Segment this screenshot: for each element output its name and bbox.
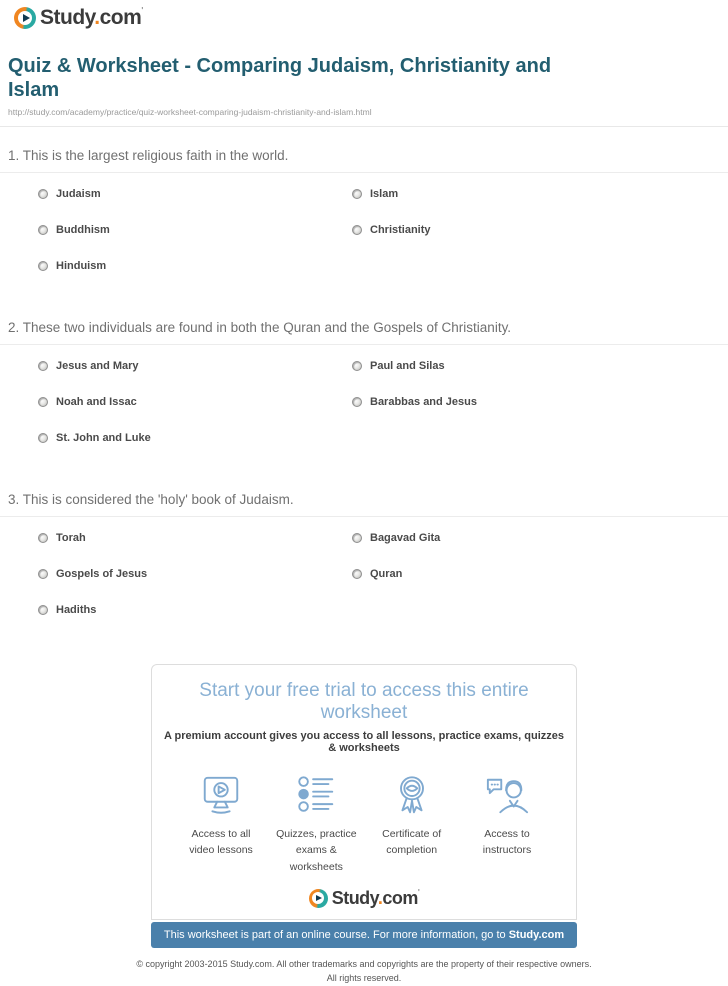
radio-button[interactable] [352, 397, 362, 407]
copyright-line1: © copyright 2003-2015 Study.com. All other trademarks and copyrights are the property of their respective owners. [136, 958, 592, 969]
feature-label: Certificate of completion [382, 828, 442, 857]
certificate-medal-icon [389, 774, 435, 818]
answer-option-label[interactable]: Torah [56, 532, 86, 545]
answer-option-label[interactable]: Judaism [56, 188, 101, 201]
page-title: Quiz & Worksheet - Comparing Judaism, Christianity and Islam [8, 55, 552, 101]
answer-option[interactable] [352, 384, 728, 420]
feature-video-lessons [174, 774, 268, 875]
trademark-mark: ' [141, 6, 143, 15]
cta-subtitle: A premium account gives you access to all lessons, practice exams, quizzes & worksheets [163, 730, 565, 755]
video-monitor-icon [198, 774, 244, 818]
studycom-logo[interactable] [14, 6, 143, 30]
answer-option[interactable] [352, 348, 728, 384]
answer-option-label[interactable]: Gospels of Jesus [56, 568, 148, 581]
free-trial-cta-box [151, 664, 577, 920]
feature-instructors [460, 774, 554, 875]
answer-option[interactable] [38, 556, 352, 592]
question-1 [0, 148, 728, 284]
cta-title: Start your free trial to access this entire worksheet [199, 680, 529, 724]
radio-button[interactable] [38, 533, 48, 543]
answer-option[interactable] [38, 176, 352, 212]
answer-option[interactable] [38, 212, 352, 248]
answer-option[interactable] [38, 384, 352, 420]
answer-option-label[interactable]: Noah and Issac [56, 396, 137, 409]
radio-button[interactable] [352, 569, 362, 579]
radio-button[interactable] [352, 361, 362, 371]
answer-option[interactable] [38, 348, 352, 384]
feature-quizzes-worksheets [269, 774, 363, 875]
copyright-notice [0, 958, 728, 986]
radio-button[interactable] [38, 225, 48, 235]
trademark-mark: ' [417, 887, 420, 897]
answer-option-label[interactable]: Hinduism [56, 260, 107, 273]
radio-button[interactable] [38, 569, 48, 579]
radio-button[interactable] [352, 189, 362, 199]
answer-option-label[interactable]: Hadiths [56, 604, 97, 617]
studycom-logo-text: Study.com' [331, 887, 420, 908]
answer-option-label[interactable]: Bagavad Gita [370, 532, 441, 545]
answer-option[interactable] [38, 248, 352, 284]
header-divider [0, 126, 728, 127]
question-2 [0, 320, 728, 456]
radio-button[interactable] [38, 433, 48, 443]
radio-button[interactable] [352, 225, 362, 235]
radio-button[interactable] [38, 361, 48, 371]
question-1-text: 1. This is the largest religious faith in the world. [0, 148, 728, 173]
answer-option[interactable] [352, 520, 728, 556]
answer-option-label[interactable]: St. John and Luke [56, 432, 151, 445]
answer-option-label[interactable]: Barabbas and Jesus [370, 396, 477, 409]
instructor-chat-icon [484, 774, 530, 818]
answer-option-label[interactable]: Buddhism [56, 224, 110, 237]
answer-option-label[interactable]: Quran [370, 568, 403, 581]
studycom-logo-footer[interactable] [309, 888, 420, 909]
course-info-banner [151, 922, 577, 948]
studycom-play-icon [309, 889, 328, 908]
answer-option[interactable] [38, 520, 352, 556]
radio-button[interactable] [38, 189, 48, 199]
quiz-list-icon [293, 774, 339, 818]
answer-option-label[interactable]: Christianity [370, 224, 431, 237]
radio-button[interactable] [38, 605, 48, 615]
answer-option[interactable] [352, 556, 728, 592]
radio-button[interactable] [352, 533, 362, 543]
answer-option[interactable] [38, 592, 352, 628]
page-url: http://study.com/academy/practice/quiz-worksheet-comparing-judaism-christianity-and-islam.html [8, 107, 372, 118]
answer-option-label[interactable]: Islam [370, 188, 399, 201]
studycom-logo-text: Study.com' [40, 6, 143, 29]
answer-option[interactable] [352, 176, 728, 212]
answer-option[interactable] [352, 212, 728, 248]
feature-label: Quizzes, practice exams & worksheets [276, 828, 357, 873]
feature-certificate [365, 774, 459, 875]
answer-option[interactable] [38, 420, 352, 456]
copyright-line2: All rights reserved. [326, 972, 402, 983]
banner-text: This worksheet is part of an online course. For more information, go to [163, 928, 509, 941]
answer-option-label[interactable]: Jesus and Mary [56, 360, 139, 373]
feature-label: Access to instructors [482, 828, 532, 857]
question-2-text: 2. These two individuals are found in both the Quran and the Gospels of Christianity. [0, 320, 728, 345]
studycom-play-icon [14, 7, 36, 29]
radio-button[interactable] [38, 261, 48, 271]
answer-option-label[interactable]: Paul and Silas [370, 360, 445, 373]
question-3-text: 3. This is considered the 'holy' book of Judaism. [0, 492, 728, 517]
feature-label: Access to all video lessons [189, 828, 253, 857]
banner-studycom-link[interactable]: Study.com [508, 928, 565, 941]
question-3 [0, 492, 728, 628]
radio-button[interactable] [38, 397, 48, 407]
